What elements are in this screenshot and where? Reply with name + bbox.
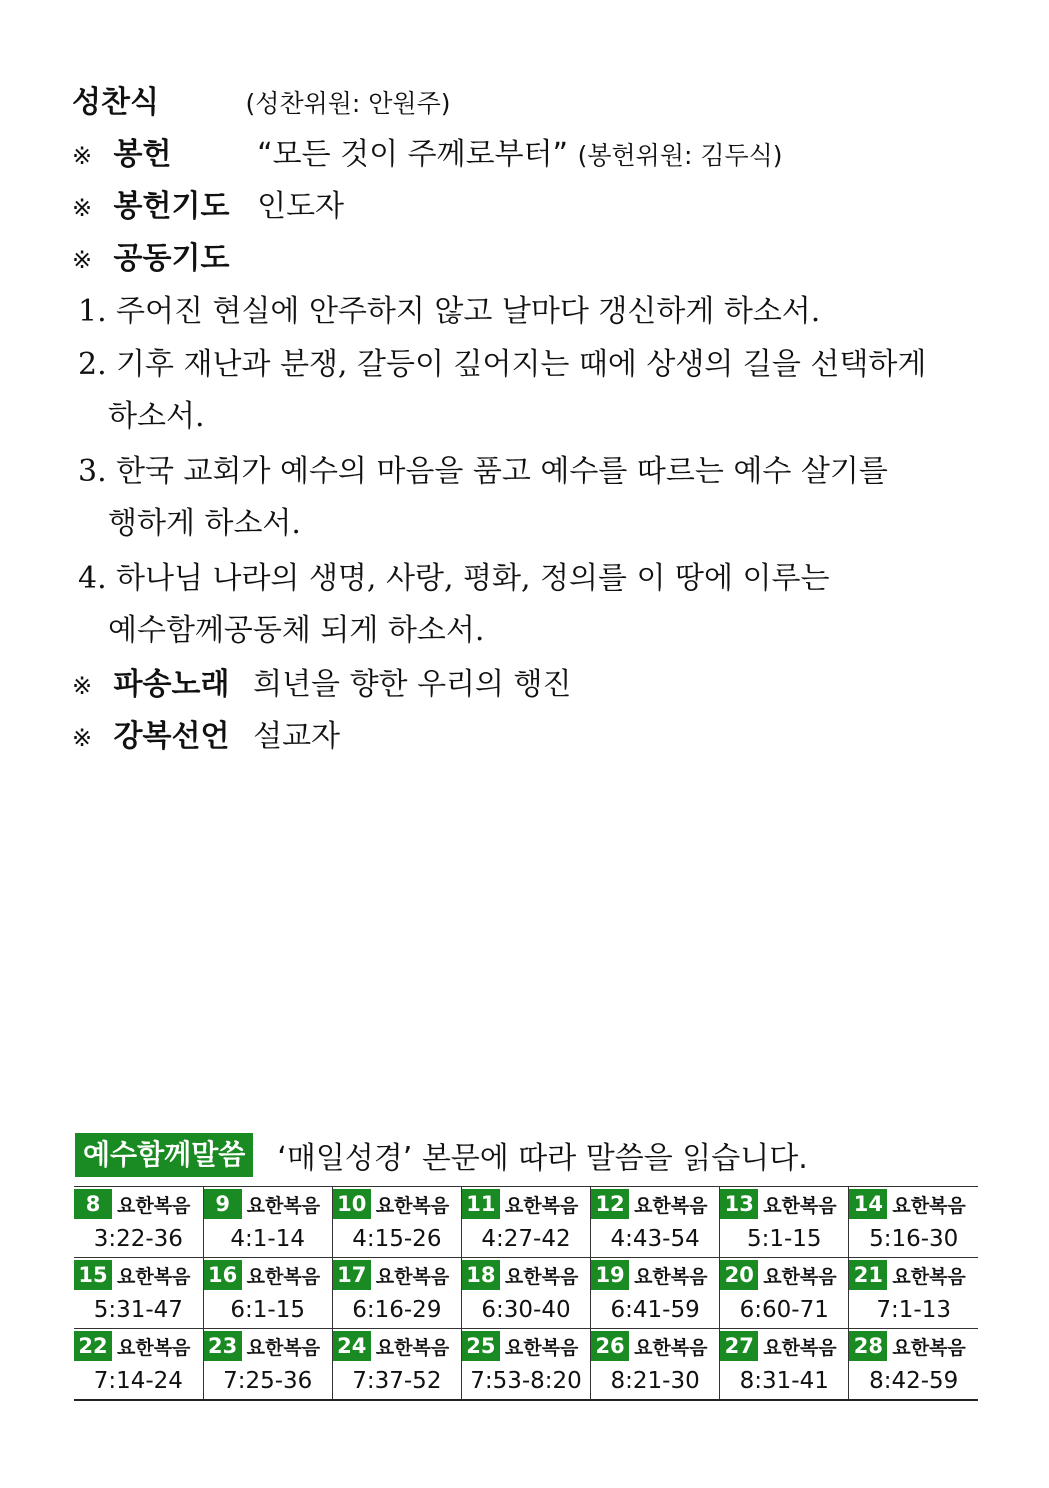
prayer-item — [78, 553, 829, 657]
day-badge: 13 — [720, 1189, 758, 1219]
schedule-cell — [461, 1329, 590, 1364]
book-name: 요한복음 — [246, 1336, 321, 1359]
reading-schedule-table — [74, 1186, 978, 1401]
day-badge: 19 — [591, 1260, 629, 1290]
schedule-cell-header — [720, 1329, 848, 1363]
schedule-cell-header — [591, 1329, 719, 1363]
day-badge: 22 — [74, 1331, 112, 1361]
book-name: 요한복음 — [117, 1336, 191, 1359]
prayer-text-continued: 하소서. — [108, 399, 205, 434]
schedule-cell — [203, 1187, 332, 1222]
schedule-cell-header — [591, 1258, 719, 1292]
prayer-item — [78, 446, 888, 550]
schedule-cell — [591, 1329, 720, 1364]
book-name: 요한복음 — [117, 1265, 191, 1288]
order-offering-prayer — [72, 184, 344, 230]
book-name: 요한복음 — [763, 1194, 837, 1217]
book-name: 요한복음 — [634, 1194, 708, 1217]
schedule-cell-header — [74, 1187, 203, 1221]
scripture-reference: 4:15-26 — [332, 1221, 461, 1258]
book-name: 요한복음 — [375, 1336, 450, 1359]
order-title: 파송노래 — [113, 667, 230, 702]
schedule-cell — [591, 1258, 720, 1293]
order-text: 인도자 — [257, 189, 345, 224]
schedule-cell — [74, 1187, 203, 1222]
order-note: (봉헌위원: 김두식) — [577, 141, 783, 170]
book-name: 요한복음 — [504, 1265, 579, 1288]
day-badge: 27 — [720, 1331, 758, 1361]
schedule-cell — [332, 1258, 461, 1293]
schedule-ref-row — [74, 1292, 978, 1329]
schedule-cell-header — [74, 1329, 203, 1363]
book-name: 요한복음 — [892, 1194, 966, 1217]
prayer-text: 하나님 나라의 생명, 사랑, 평화, 정의를 이 땅에 이루는 — [116, 561, 830, 596]
day-badge: 14 — [849, 1189, 887, 1219]
schedule-cell — [203, 1258, 332, 1293]
prayer-number: 1. — [78, 294, 107, 329]
scripture-reference: 8:31-41 — [720, 1363, 849, 1400]
prayer-text: 기후 재난과 분쟁, 갈등이 깊어지는 때에 상생의 길을 선택하게 — [116, 347, 927, 382]
scripture-reference: 7:25-36 — [203, 1363, 332, 1400]
scripture-reference: 3:22-36 — [93, 1226, 183, 1252]
reference-mark: ※ — [72, 724, 93, 752]
schedule-cell — [74, 1329, 203, 1364]
day-badge: 9 — [204, 1189, 242, 1219]
order-title: 봉헌기도 — [113, 189, 230, 224]
schedule-cell-header — [849, 1187, 978, 1221]
book-name: 요한복음 — [634, 1336, 708, 1359]
schedule-cell — [461, 1187, 590, 1222]
scripture-reference: 7:37-52 — [332, 1363, 461, 1400]
schedule-cell-header — [591, 1187, 719, 1221]
reference-mark: ※ — [72, 142, 93, 170]
order-text: “모든 것이 주께로부터” — [257, 137, 569, 172]
schedule-cell — [849, 1329, 978, 1364]
schedule-cell-header — [462, 1187, 590, 1221]
schedule-cell-header — [333, 1187, 461, 1221]
scripture-reference: 4:43-54 — [591, 1221, 720, 1258]
schedule-cell-header — [74, 1258, 203, 1292]
scripture-reference: 8:21-30 — [591, 1363, 720, 1400]
day-badge: 16 — [204, 1260, 242, 1290]
schedule-day-row — [74, 1187, 978, 1222]
prayer-text: 한국 교회가 예수의 마음을 품고 예수를 따르는 예수 살기를 — [116, 454, 888, 489]
prayer-text-continued: 행하게 하소서. — [108, 506, 301, 541]
day-badge: 28 — [849, 1331, 887, 1361]
scripture-reference: 6:1-15 — [203, 1292, 332, 1329]
day-badge: 12 — [591, 1189, 629, 1219]
schedule-cell-header — [849, 1258, 978, 1292]
book-name: 요한복음 — [246, 1194, 321, 1217]
day-badge: 18 — [462, 1260, 500, 1290]
schedule-cell-header — [204, 1329, 332, 1363]
scripture-reference: 7:1-13 — [849, 1292, 978, 1329]
scripture-reference: 8:42-59 — [849, 1363, 978, 1400]
scripture-reference: 6:16-29 — [332, 1292, 461, 1329]
reading-tag: 예수함께말씀 — [75, 1133, 253, 1177]
scripture-reference: 6:41-59 — [591, 1292, 720, 1329]
schedule-cell-header — [849, 1329, 978, 1363]
order-title: 강복선언 — [113, 719, 230, 754]
scripture-reference: 4:1-14 — [203, 1221, 332, 1258]
reading-header — [75, 1133, 808, 1177]
prayer-item — [78, 339, 926, 443]
schedule-cell — [849, 1258, 978, 1293]
book-name: 요한복음 — [246, 1265, 321, 1288]
prayer-text-continued: 예수함께공동체 되게 하소서. — [108, 613, 485, 648]
schedule-cell — [203, 1329, 332, 1364]
day-badge: 8 — [74, 1189, 112, 1219]
order-offering — [72, 132, 783, 178]
reading-description: ‘매일성경’ 본문에 따라 말씀을 읽습니다. — [277, 1141, 808, 1176]
order-title: 성찬식 — [72, 85, 159, 120]
order-communion — [72, 80, 450, 126]
prayer-number: 2. — [78, 347, 107, 382]
book-name: 요한복음 — [117, 1194, 191, 1217]
day-badge: 20 — [720, 1260, 758, 1290]
scripture-reference: 6:30-40 — [461, 1292, 590, 1329]
scripture-reference: 5:31-47 — [93, 1297, 183, 1323]
schedule-cell-header — [333, 1329, 461, 1363]
schedule-cell — [591, 1187, 720, 1222]
day-badge: 11 — [462, 1189, 500, 1219]
day-badge: 21 — [849, 1260, 887, 1290]
day-badge: 17 — [333, 1260, 371, 1290]
schedule-cell-header — [333, 1258, 461, 1292]
reference-mark: ※ — [72, 246, 93, 274]
order-title: 봉헌 — [113, 137, 172, 172]
day-badge: 10 — [333, 1189, 371, 1219]
schedule-cell — [461, 1258, 590, 1293]
order-text: 희년을 향한 우리의 행진 — [253, 667, 572, 702]
schedule-cell-header — [204, 1258, 332, 1292]
prayer-number: 4. — [78, 561, 107, 596]
reference-mark: ※ — [72, 672, 93, 700]
book-name: 요한복음 — [892, 1265, 966, 1288]
book-name: 요한복음 — [504, 1194, 579, 1217]
schedule-cell — [720, 1258, 849, 1293]
day-badge: 24 — [333, 1331, 371, 1361]
order-benediction — [72, 714, 340, 760]
schedule-ref-row — [74, 1363, 978, 1400]
scripture-reference: 6:60-71 — [720, 1292, 849, 1329]
order-text: 설교자 — [253, 719, 341, 754]
scripture-reference: 5:1-15 — [720, 1221, 849, 1258]
reference-mark: ※ — [72, 194, 93, 222]
schedule-cell — [332, 1187, 461, 1222]
prayer-number: 3. — [78, 454, 107, 489]
schedule-cell-header — [720, 1258, 848, 1292]
schedule-cell — [720, 1329, 849, 1364]
schedule-cell — [74, 1258, 203, 1293]
day-badge: 25 — [462, 1331, 500, 1361]
order-sending-song — [72, 662, 572, 708]
schedule-cell — [720, 1187, 849, 1222]
schedule-cell-header — [462, 1329, 590, 1363]
book-name: 요한복음 — [763, 1265, 837, 1288]
scripture-reference: 5:16-30 — [849, 1221, 978, 1258]
book-name: 요한복음 — [504, 1336, 579, 1359]
schedule-day-row — [74, 1329, 978, 1364]
prayer-text: 주어진 현실에 안주하지 않고 날마다 갱신하게 하소서. — [116, 294, 821, 329]
schedule-cell — [849, 1187, 978, 1222]
schedule-day-row — [74, 1258, 978, 1293]
schedule-cell-header — [462, 1258, 590, 1292]
scripture-reference: 7:14-24 — [74, 1363, 203, 1400]
prayer-item — [78, 286, 820, 338]
book-name: 요한복음 — [634, 1265, 708, 1288]
book-name: 요한복음 — [375, 1265, 450, 1288]
day-badge: 26 — [591, 1331, 629, 1361]
book-name: 요한복음 — [763, 1336, 837, 1359]
order-common-prayer — [72, 236, 229, 282]
scripture-reference: 7:53-8:20 — [461, 1363, 590, 1400]
day-badge: 23 — [204, 1331, 242, 1361]
schedule-cell-header — [204, 1187, 332, 1221]
order-note: (성찬위원: 안원주) — [245, 89, 451, 118]
schedule-cell-header — [720, 1187, 848, 1221]
day-badge: 15 — [74, 1260, 112, 1290]
schedule-cell — [332, 1329, 461, 1364]
scripture-reference: 4:27-42 — [461, 1221, 590, 1258]
book-name: 요한복음 — [375, 1194, 450, 1217]
schedule-ref-row — [74, 1221, 978, 1258]
order-title: 공동기도 — [113, 241, 230, 276]
book-name: 요한복음 — [892, 1336, 966, 1359]
